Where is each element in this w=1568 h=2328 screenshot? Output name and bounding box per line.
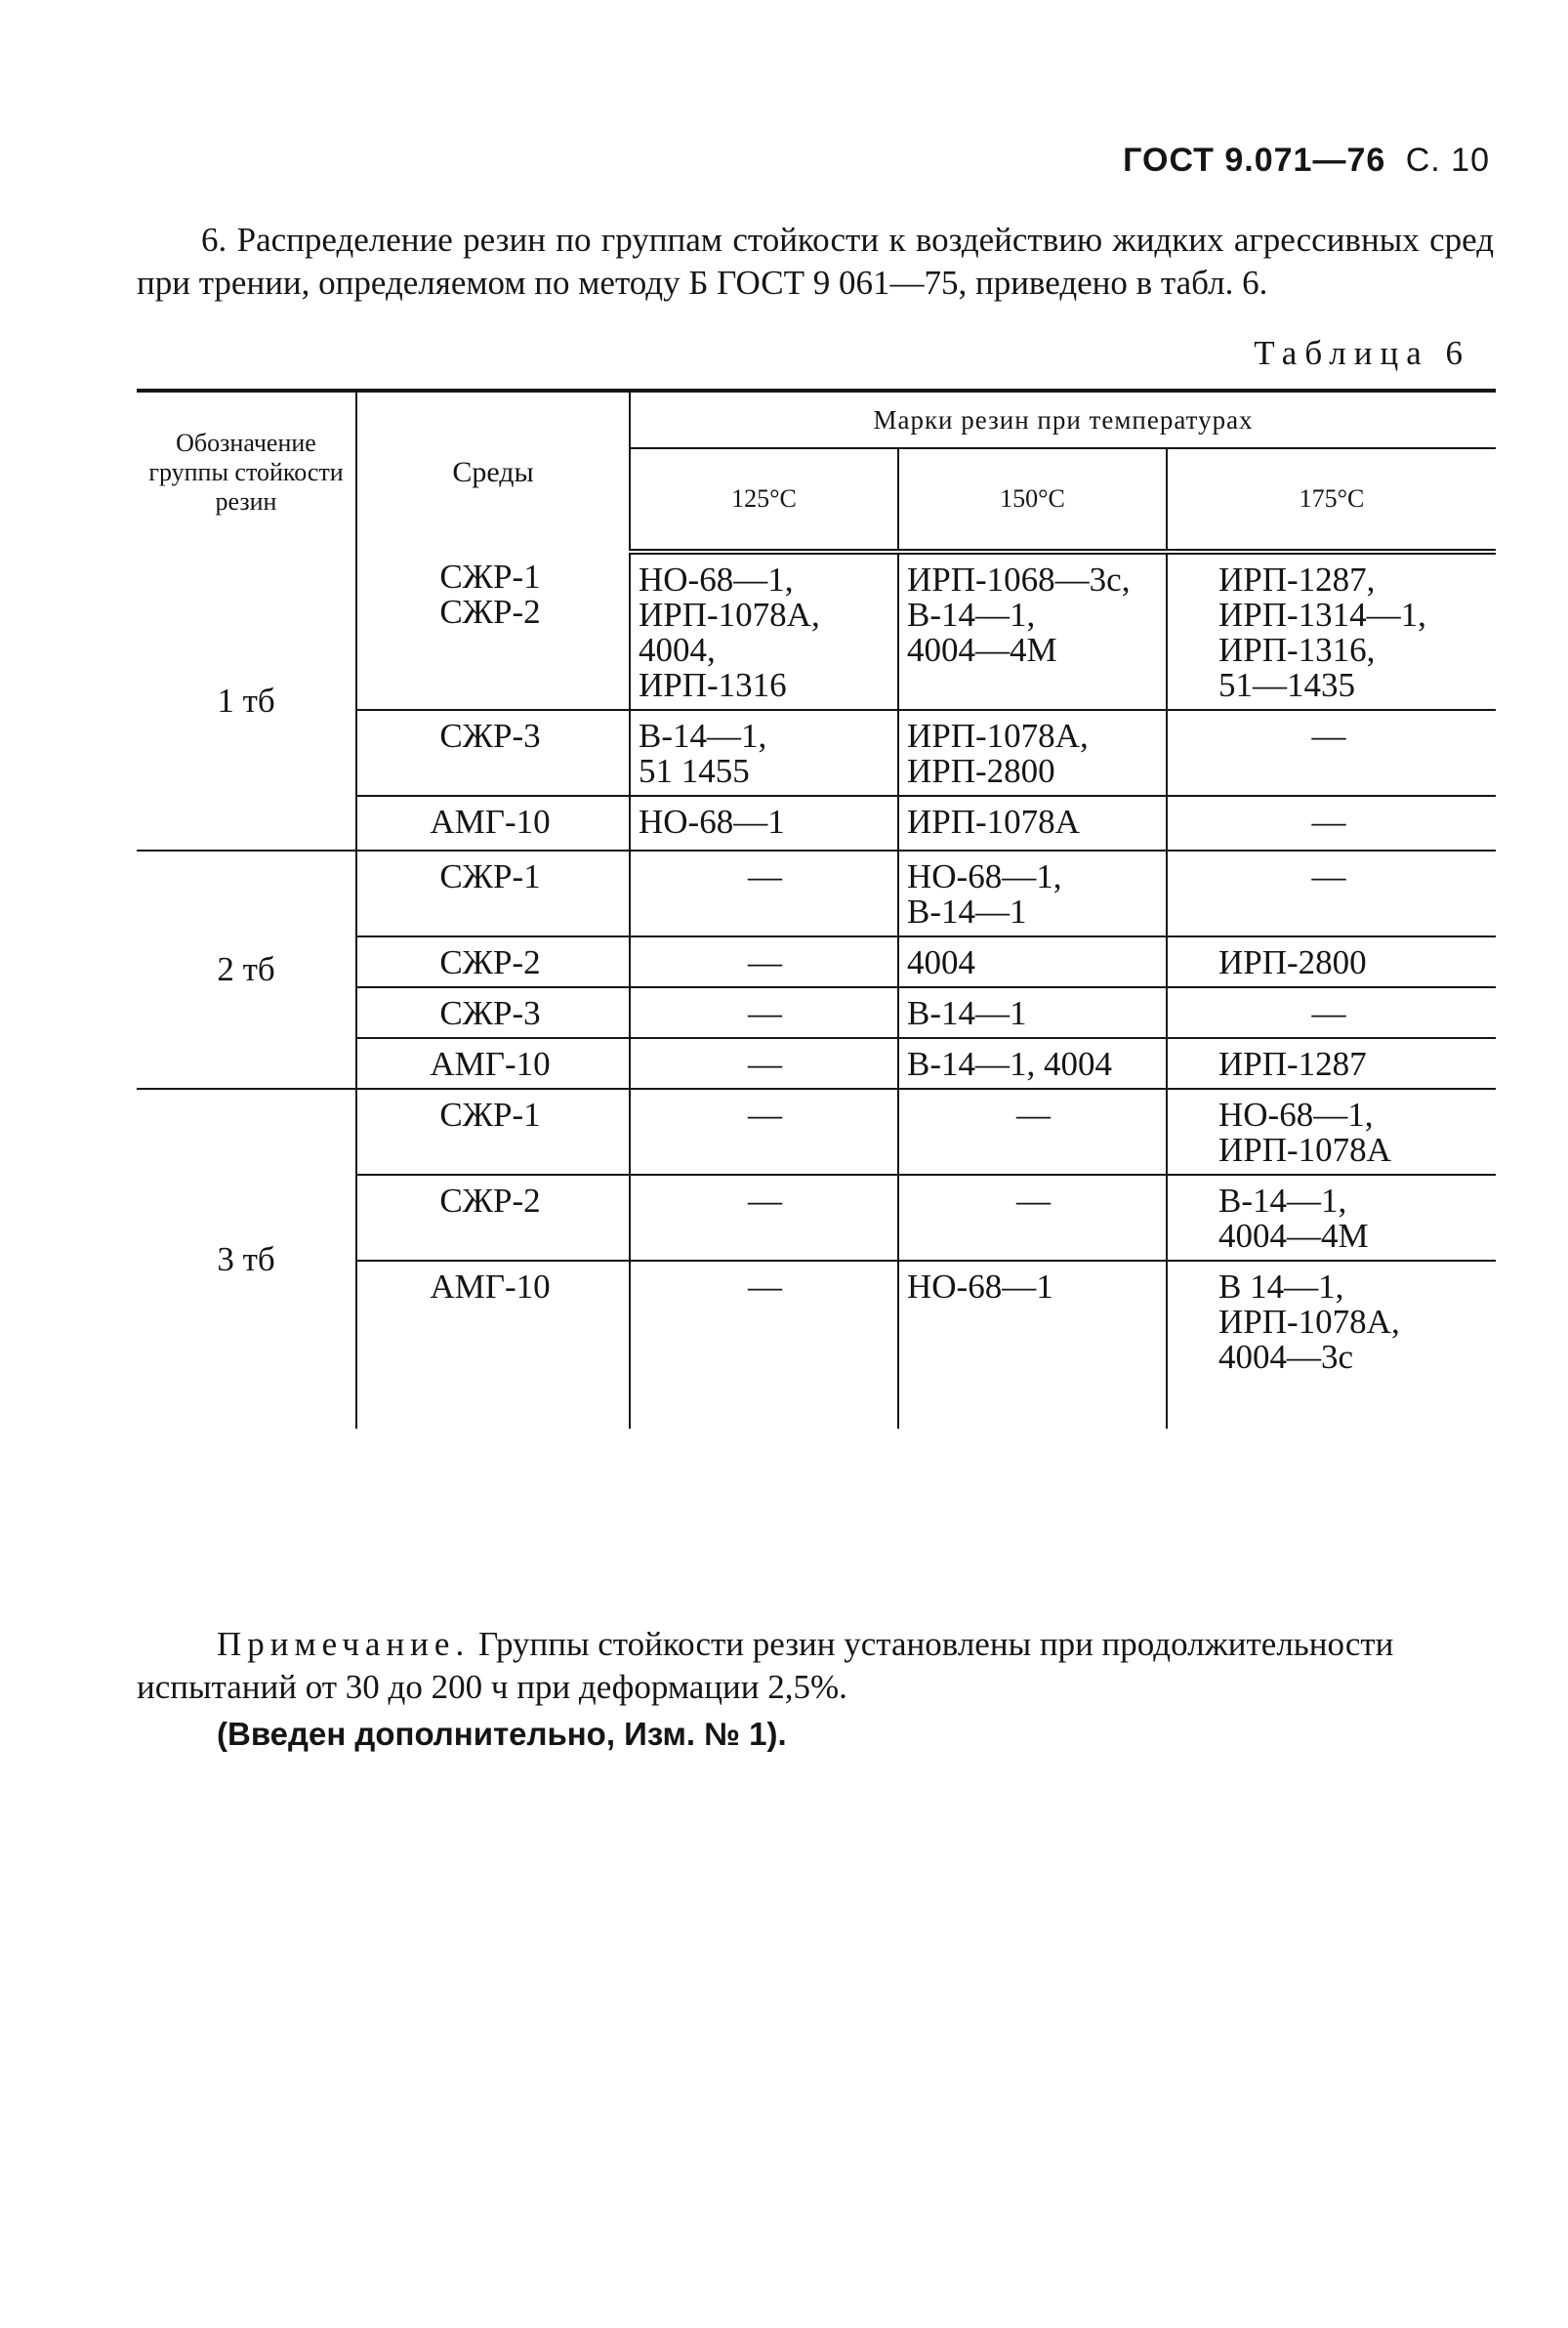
value-cell-t125: — — [630, 936, 898, 987]
value-cell-t150: ИРП-1068—3с, В-14—1, 4004—4М — [898, 552, 1167, 710]
header-media: Среды — [356, 391, 630, 552]
value-cell-t175: — — [1167, 987, 1496, 1038]
value-cell-t175: ИРП-1287, ИРП-1314—1, ИРП-1316, 51—1435 — [1167, 552, 1496, 710]
table-body — [137, 552, 1496, 1429]
standard-number: ГОСТ 9.071—76 — [1123, 142, 1386, 179]
media-cell: СЖР-1 — [356, 1089, 630, 1175]
value-cell-t125: — — [630, 987, 898, 1038]
note-label: Примечание. — [217, 1625, 471, 1663]
note-text: Группы стойкости резин установлены при продолжительности испытаний от 30 до 200 ч при деформации 2,5%. — [137, 1625, 1394, 1706]
media-cell: АМГ-10 — [356, 1038, 630, 1089]
media-cell: СЖР-2 — [356, 936, 630, 987]
value-cell-t175: НО-68—1, ИРП-1078А — [1167, 1089, 1496, 1175]
page-header — [1123, 142, 1490, 180]
media-cell: СЖР-3 — [356, 710, 630, 796]
header-t125: 125°С — [630, 448, 898, 552]
group-label: 2 тб — [137, 851, 356, 1089]
table-row — [137, 1089, 1496, 1175]
page-number: С. 10 — [1405, 142, 1490, 179]
group-label: 3 тб — [137, 1089, 356, 1429]
value-cell-t125: НО-68—1, ИРП-1078А, 4004, ИРП-1316 — [630, 552, 898, 710]
value-cell-t150: ИРП-1078А — [898, 796, 1167, 851]
value-cell-t175: ИРП-2800 — [1167, 936, 1496, 987]
media-cell: АМГ-10 — [356, 1261, 630, 1429]
media-cell: СЖР-3 — [356, 987, 630, 1038]
media-cell: СЖР-1 — [356, 851, 630, 936]
value-cell-t150: В-14—1 — [898, 987, 1167, 1038]
table-row — [137, 552, 1496, 710]
value-cell-t125: — — [630, 1089, 898, 1175]
value-cell-t125: НО-68—1 — [630, 796, 898, 851]
note — [137, 1623, 1494, 1709]
value-cell-t150: ИРП-1078А, ИРП-2800 — [898, 710, 1167, 796]
value-cell-t125: — — [630, 1175, 898, 1261]
value-cell-t175: ИРП-1287 — [1167, 1038, 1496, 1089]
value-cell-t150: — — [898, 1089, 1167, 1175]
value-cell-t150: — — [898, 1175, 1167, 1261]
value-cell-t125: — — [630, 1038, 898, 1089]
header-group: Обозначение группы стойкости резин — [137, 391, 356, 552]
value-cell-t175: В-14—1, 4004—4М — [1167, 1175, 1496, 1261]
value-cell-t150: НО-68—1 — [898, 1261, 1167, 1429]
value-cell-t125: В-14—1, 51 1455 — [630, 710, 898, 796]
value-cell-t125: — — [630, 1261, 898, 1429]
media-cell: СЖР-1 СЖР-2 — [356, 552, 630, 710]
value-cell-t175: В 14—1, ИРП-1078А, 4004—3с — [1218, 1268, 1400, 1376]
resistance-table — [137, 389, 1496, 1429]
value-cell-t150: 4004 — [898, 936, 1167, 987]
value-cell-t175: — — [1167, 851, 1496, 936]
media-cell: АМГ-10 — [356, 796, 630, 851]
header-t175: 175°С — [1167, 448, 1496, 552]
amendment-note: (Введен дополнительно, Изм. № 1). — [217, 1716, 787, 1752]
value-cell-t175: — — [1167, 796, 1496, 851]
table-row — [137, 851, 1496, 936]
value-cell-t150: НО-68—1, В-14—1 — [898, 851, 1167, 936]
header-t150: 150°С — [898, 448, 1167, 552]
value-cell-t150: В-14—1, 4004 — [898, 1038, 1167, 1089]
value-cell-t175: — — [1167, 710, 1496, 796]
value-cell-t125: — — [630, 851, 898, 936]
media-cell: СЖР-2 — [356, 1175, 630, 1261]
group-label: 1 тб — [137, 552, 356, 851]
table-label: Таблица 6 — [1254, 334, 1470, 372]
intro-paragraph: 6. Распределение резин по группам стойкости к воздействию жидких агрессивных сред при трении, определяемом по методу Б ГОСТ 9 061—75, приведено в табл. 6. — [137, 221, 1494, 302]
header-temperatures: Марки резин при температурах — [630, 391, 1496, 448]
